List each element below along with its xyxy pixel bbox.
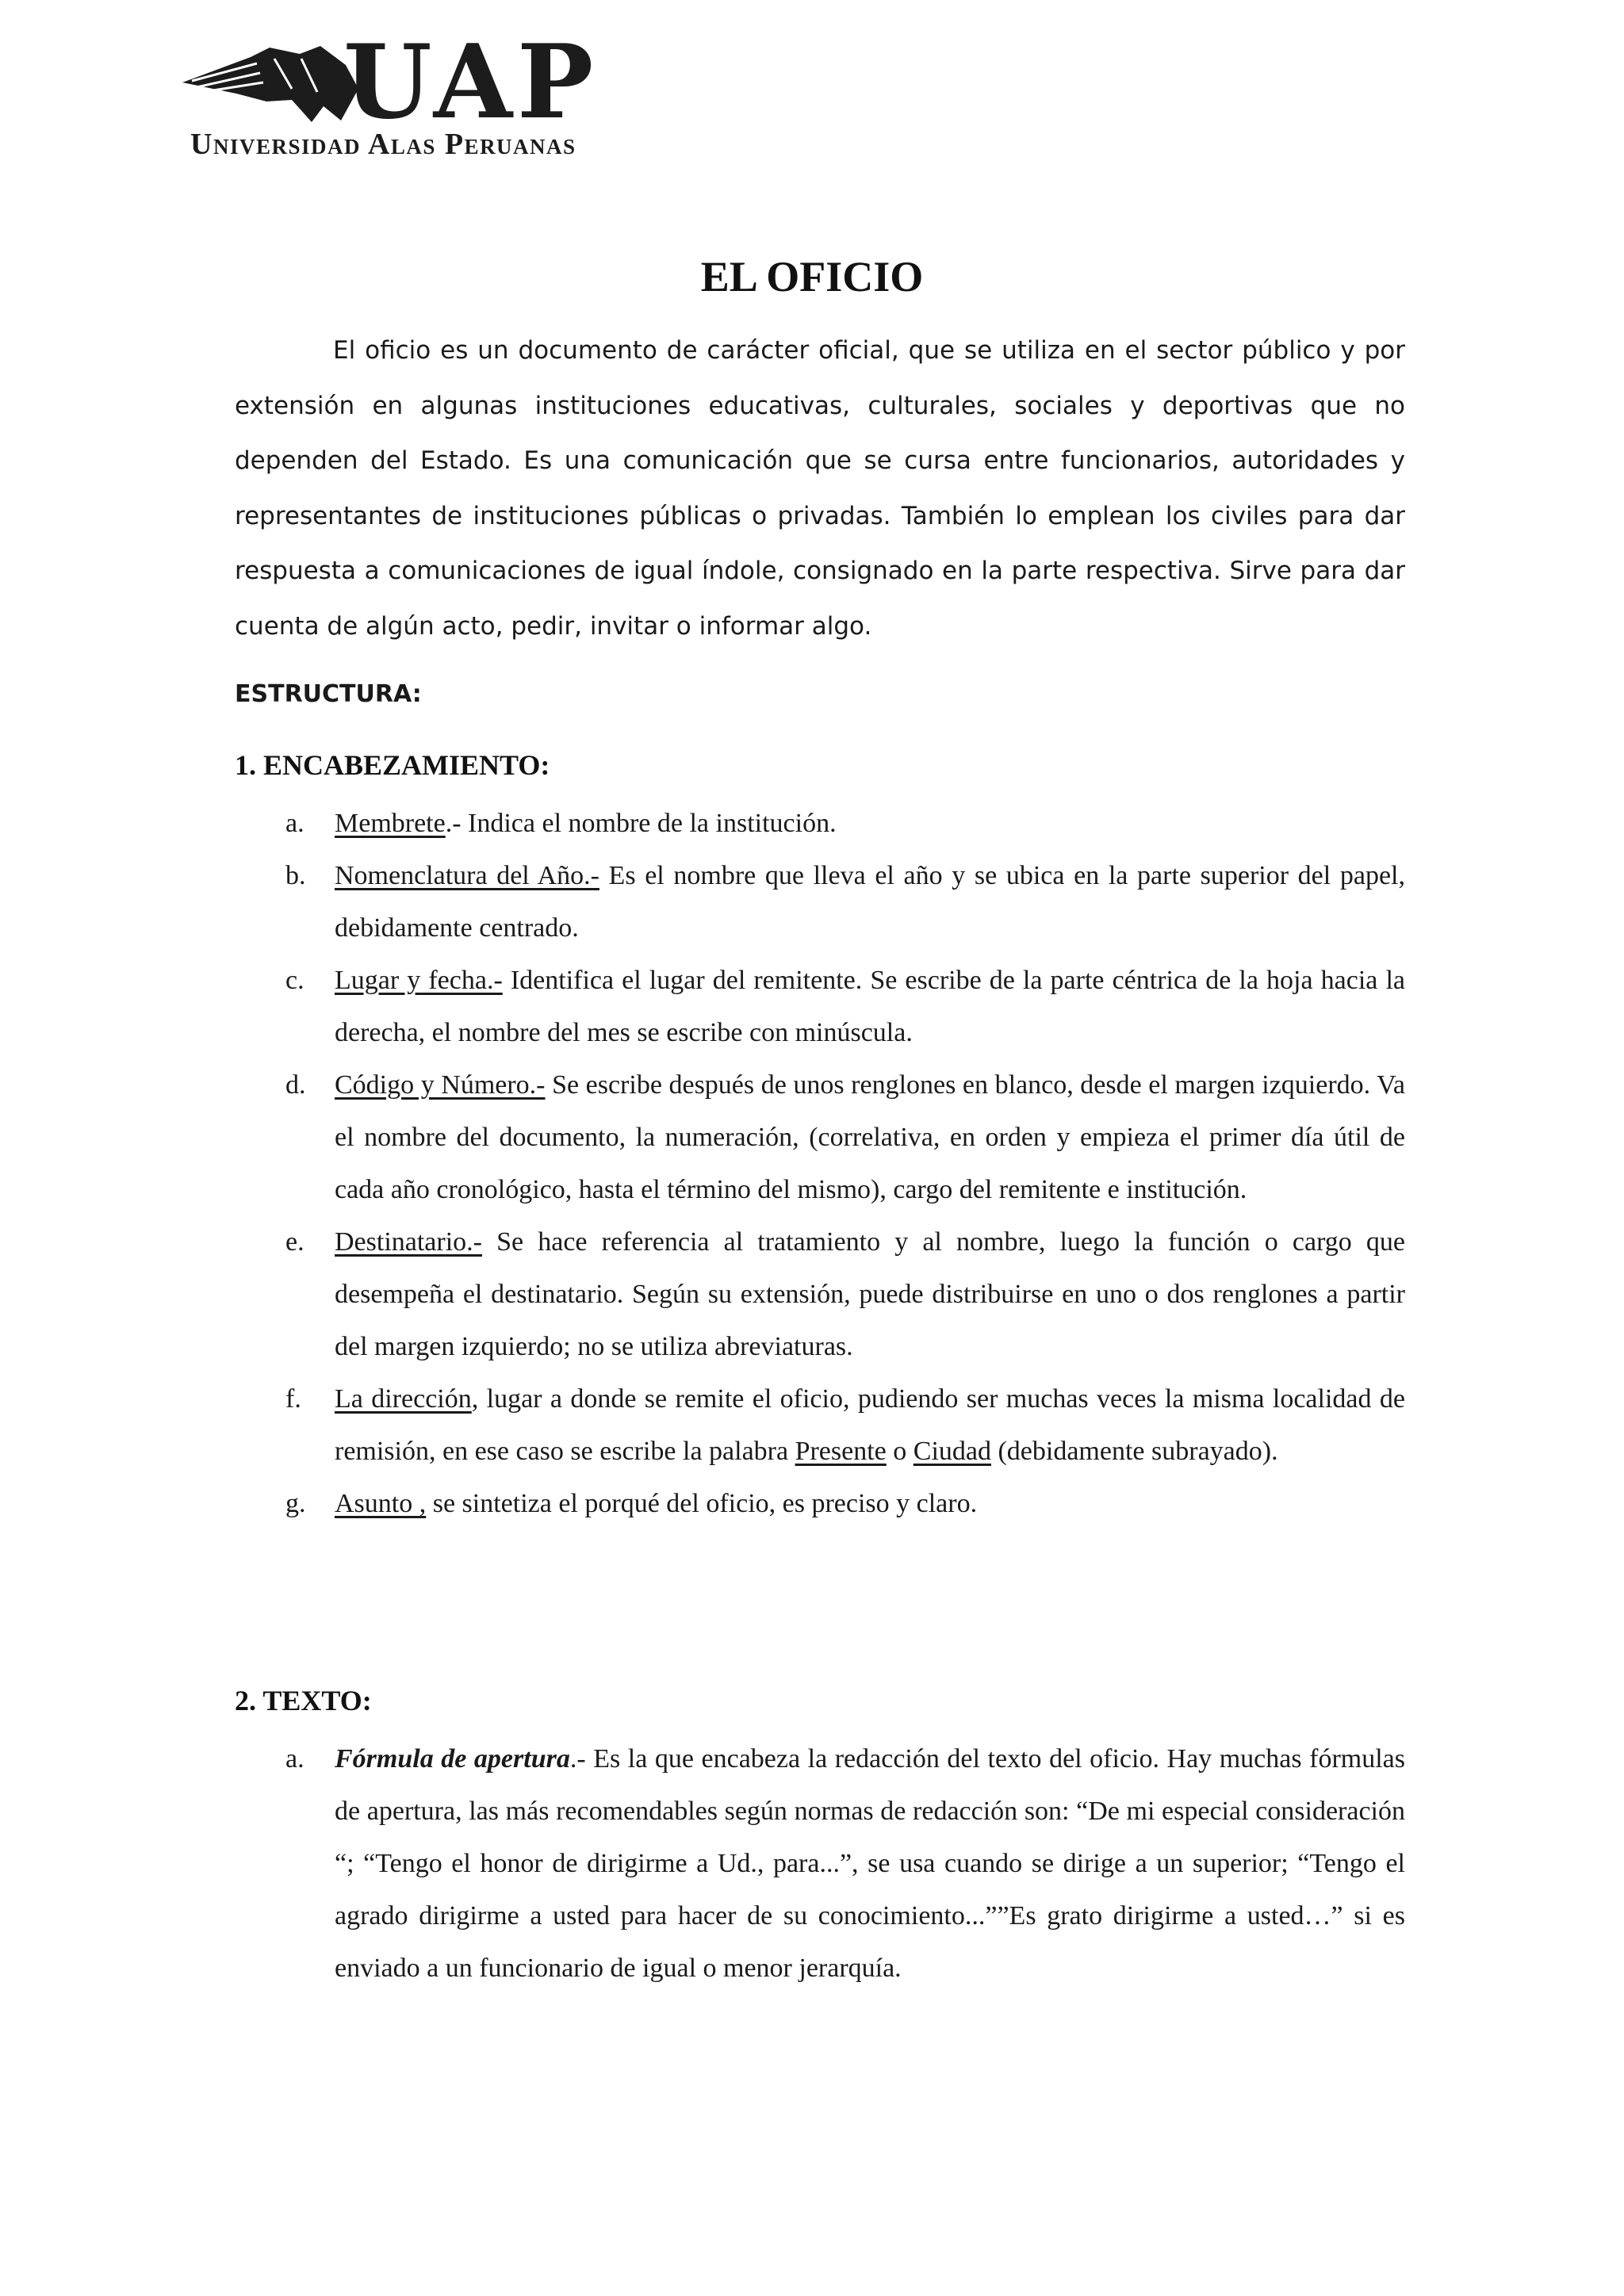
- item-term: Destinatario.-: [335, 1227, 482, 1257]
- item-text: (debidamente subrayado).: [990, 1437, 1278, 1466]
- item-text: se sintetiza el porqué del oficio, es preciso y claro.: [426, 1489, 978, 1518]
- item-text: .- Es la que encabeza la redacción del texto del oficio. Hay muchas fórmulas de apertura, las más recomendables según normas de redacción son: “De mi especial consideración “; “Tengo el honor de dirigirme a Ud., para...”, se usa cuando se dirige a un superior; “Tengo el agrado dirigirme a usted para hacer de su conocimiento...””Es grato dirigirme a usted…” si es enviado a un funcionario de igual o menor jerarquía.: [335, 1744, 1406, 1983]
- item-letter: g.: [285, 1489, 306, 1518]
- item-letter: f.: [285, 1384, 301, 1414]
- item-text: Es el nombre que lleva el año y se ubica en la parte superior del papel, debidamente centrado.: [335, 861, 1405, 943]
- list-item: [285, 850, 1405, 955]
- item-text: , lugar a donde se remite el oficio, pudiendo ser muchas veces la misma localidad de remisión, en ese caso se escribe la palabra: [335, 1384, 1405, 1466]
- section-1-heading: 1. ENCABEZAMIENTO:: [235, 749, 550, 781]
- university-name: Universidad Alas Peruanas: [190, 128, 576, 161]
- item-word-ciudad: Ciudad: [913, 1437, 991, 1466]
- item-term: Membrete: [335, 809, 446, 838]
- item-term: Nomenclatura del Año.-: [335, 861, 599, 890]
- item-text: Se escribe después de unos renglones en blanco, desde el margen izquierdo. Va el nombre del documento, la numeración, (correlativa, en orden y empieza el primer día útil de cada año cronológico, hasta el término del mismo), cargo del remitente e institución.: [335, 1070, 1405, 1204]
- item-letter: d.: [285, 1070, 306, 1100]
- list-item: [285, 1373, 1405, 1478]
- intro-paragraph: El oficio es un documento de carácter oficial, que se utiliza en el sector público y por extensión en algunas instituciones educativas, culturales, sociales y deportivas que no dependen del Estado. Es una comunicación que se cursa entre funcionarios, autoridades y representantes de instituciones públicas o privadas. También lo emplean los civiles para dar respuesta a comunicaciones de igual índole, consignado en la parte respectiva. Sirve para dar cuenta de algún acto, pedir, invitar o informar algo.: [235, 336, 1405, 641]
- estructura-heading: ESTRUCTURA:: [235, 680, 422, 708]
- item-word-presente: Presente: [795, 1437, 887, 1466]
- item-term: Fórmula de apertura: [335, 1744, 570, 1774]
- item-letter: c.: [285, 966, 304, 995]
- item-text: .- Indica el nombre de la institución.: [445, 809, 837, 838]
- section-2-list: [285, 1733, 1405, 1995]
- list-item: [285, 1216, 1405, 1373]
- list-item: [285, 1059, 1405, 1216]
- list-item: [285, 955, 1405, 1059]
- item-letter: a.: [285, 1744, 304, 1774]
- item-term: La dirección: [335, 1384, 472, 1414]
- list-item: [285, 1478, 1405, 1530]
- section-1-list: [285, 798, 1405, 1530]
- item-term: Asunto ,: [335, 1489, 427, 1518]
- section-2-heading: 2. TEXTO:: [235, 1685, 372, 1716]
- item-text: Identifica el lugar del remitente. Se escribe de la parte céntrica de la hoja hacia la derecha, el nombre del mes se escribe con minúscula.: [335, 966, 1405, 1047]
- eagle-icon: [181, 41, 363, 128]
- page-title: EL OFICIO: [700, 253, 924, 300]
- uap-logo: [181, 23, 720, 161]
- item-letter: e.: [285, 1227, 304, 1257]
- item-text: o: [886, 1437, 914, 1466]
- logo-letters: UAP: [343, 23, 599, 142]
- list-item: [285, 798, 1405, 850]
- item-term: Lugar y fecha.-: [335, 966, 503, 995]
- item-letter: b.: [285, 861, 306, 890]
- item-text: Se hace referencia al tratamiento y al nombre, luego la función o cargo que desempeña el destinatario. Según su extensión, puede distribuirse en uno o dos renglones a partir del margen izquierdo; no se utiliza abreviaturas.: [335, 1227, 1405, 1361]
- item-letter: a.: [285, 809, 304, 838]
- item-term: Código y Número.-: [335, 1070, 546, 1100]
- list-item: [285, 1733, 1405, 1995]
